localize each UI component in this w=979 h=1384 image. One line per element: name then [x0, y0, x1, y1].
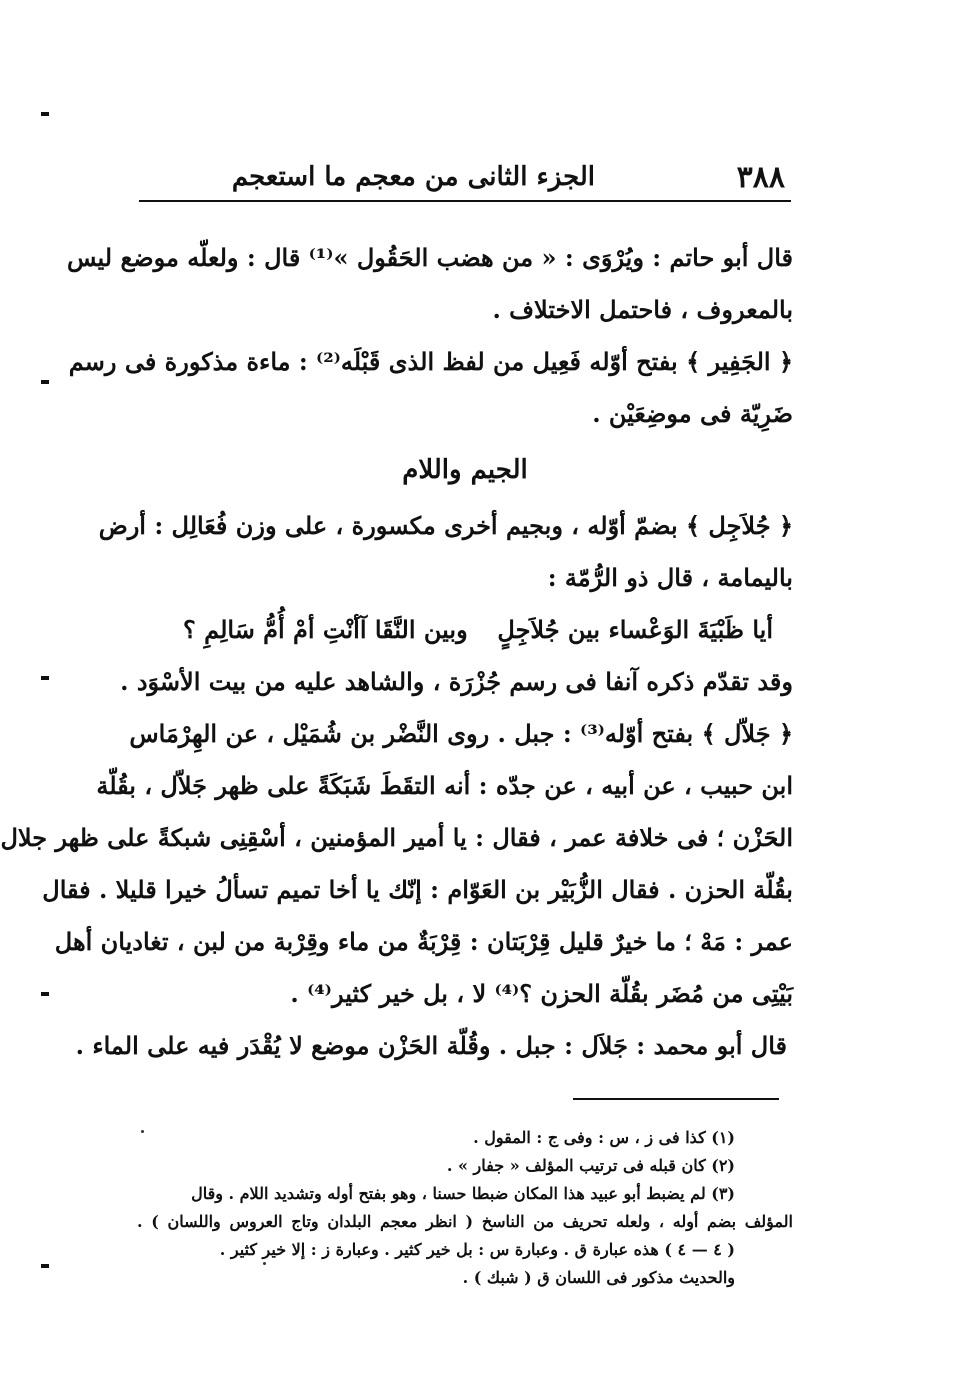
footnote-1: (١) كذا فى ز ، س : وفى ج : المقول .	[473, 1128, 735, 1147]
footnote-2: (٢) كان قبله فى ترتيب المؤلف « جفار » .	[446, 1156, 735, 1175]
text-line: بَيْتِى من مُضَر بقُلّة الحزن ؟⁽⁴⁾ لا ، بل خير كثير⁽⁴⁾ .	[290, 979, 793, 1008]
verse-second-hemistich: وبين النَّقَا آأنْتِ أمْ أُمُّ سَالِمِ ؟	[183, 615, 468, 644]
text-line: قال أبو محمد : جَلاَل : جبل . وقُلّة الحَزْن موضع لا يُقْدَر فيه على الماء .	[75, 1031, 787, 1060]
scan-edge-mark	[41, 676, 49, 680]
text-line: قال أبو حاتم : و‌يُرْوَى : « من هضب الحَقُول »⁽¹⁾ قال : ولعلّه موضع ليس	[66, 243, 793, 272]
text-line: ضَرِيّة فى موضِعَيْن .	[592, 399, 793, 428]
text-line: الحَزْن ؛ فى خلافة عمر ، فقال : يا أمير المؤمنين ، أسْقِنِى شبكةً على ظهر جلال	[0, 823, 793, 852]
verse-first-hemistich: أيا ظَبْيَةَ الوَعْساء بين جُلاَجِلٍ	[497, 615, 773, 644]
text-line: بقُلّة الحزن . فقال الزُّبَيْر بن العَوّام : إنّك يا أخا تميم تسألُ خيرا قليلا . فقال	[42, 875, 793, 904]
footnote-4-continued: والحديث مذكور فى اللسان ق ( شبك ) .	[462, 1268, 735, 1287]
text-line: عمر : مَهْ ؛ ما خيرٌ قليل قِرْبَتان : قِرْبَةٌ من ماء وقِرْبة من لبن ، تغاديان أهل	[54, 927, 793, 956]
scan-edge-mark	[41, 112, 49, 116]
footnote-3: (٣) لم يضبط أبو عبيد هذا المكان ضبطا حسنا ، وهو بفتح أوله وتشديد اللام . وقال	[191, 1184, 735, 1203]
scan-edge-mark	[41, 1264, 49, 1268]
scan-edge-mark	[41, 380, 49, 384]
text-line: ابن حبيب ، عن أبيه ، عن جدّه : أنه التقَطَ شَبَكَةً على ظهر جَلاّل ، بقُلّة	[96, 771, 793, 800]
entry-line-julajil: ﴿ جُلاَجِل ﴾ بضمّ أوّله ، وبجيم أخرى مكسورة ، على وزن فُعَالِل : أرض	[98, 511, 793, 540]
scan-speck	[263, 1262, 266, 1265]
scan-speck	[141, 1130, 144, 1133]
page-header	[139, 158, 791, 202]
section-heading: الجيم واللام	[402, 455, 528, 485]
header-rule	[139, 200, 791, 202]
footnote-4: ( ٤ — ٤ ) هذه عبارة ق . وعبارة س : بل خير كثير . وعبارة ز : إلا خير كثير .	[219, 1240, 735, 1259]
entry-line-jallal: ﴿ جَلاّل ﴾ بفتح أوّله⁽³⁾ : جبل . روى النَّضْر بن شُمَيْل ، عن الهِرْمَاس	[129, 719, 793, 748]
footnote-rule	[573, 1098, 779, 1100]
entry-line-jafir: ﴿ الجَفِير ﴾ بفتح أوّله فَعِيل من لفظ الذى قَبْلَه⁽²⁾ : ماءة مذكورة فى رسم	[68, 347, 793, 376]
poetry-verse	[183, 604, 783, 656]
main-text	[0, 232, 793, 1072]
footnotes	[137, 1124, 793, 1292]
scan-edge-mark	[41, 992, 49, 996]
page-number: ٣٨٨	[736, 160, 785, 195]
text-line: وقد تقدّم ذكره آنفا فى رسم جُزْرَة ، والشاهد عليه من بيت الأسْوَد .	[120, 667, 793, 696]
running-title: الجزء الثانى من معجم ما استعجم	[231, 162, 595, 192]
text-line: باليمامة ، قال ذو الرُّمّة :	[547, 563, 793, 592]
footnote-3-continued: المؤلف بضم أوله ، ولعله تحريف من الناسخ ( انظر معجم البلدان وتاج العروس واللسان ) .	[137, 1212, 793, 1231]
text-line: بالمعروف ، فاحتمل الاختلاف .	[492, 295, 793, 324]
